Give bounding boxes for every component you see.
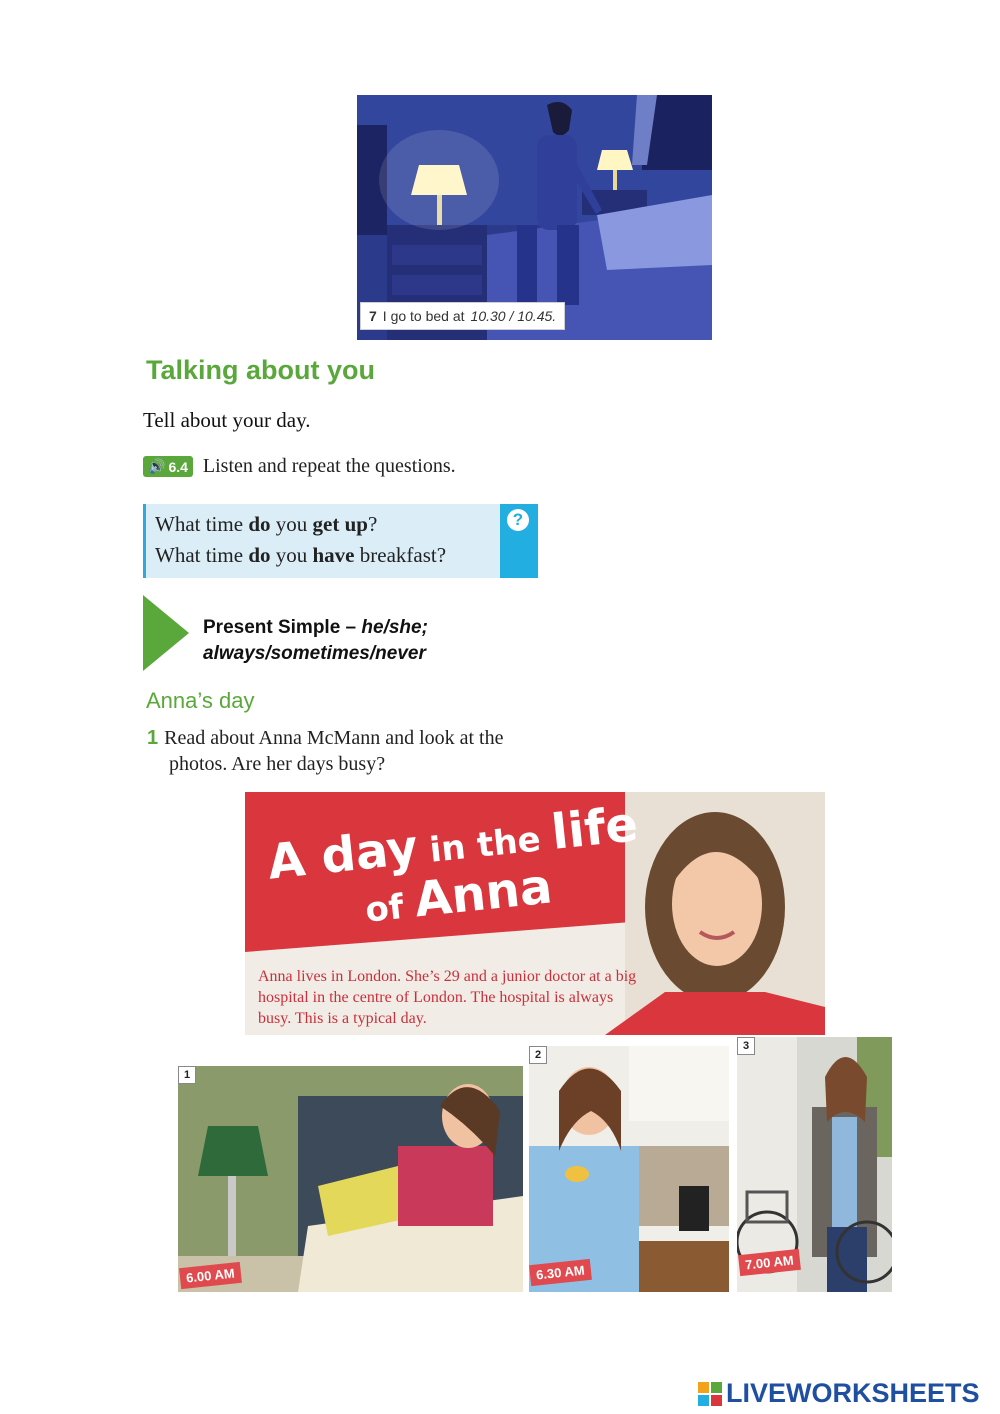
q1-bold: do bbox=[248, 512, 271, 536]
banner-intro-text: Anna lives in London. She’s 29 and a junior doctor at a big hospital in the centre of London. The hospital is always busy. This is a typical day. bbox=[258, 968, 637, 1027]
q2-bold: have bbox=[312, 543, 355, 567]
caption-number: 7 bbox=[369, 308, 377, 324]
photo-2-time: 6.30 AM bbox=[529, 1259, 592, 1286]
audio-row bbox=[143, 455, 456, 478]
photo-3-time: 7.00 AM bbox=[738, 1249, 801, 1276]
liveworksheets-logo[interactable] bbox=[698, 1378, 980, 1409]
q1-part: you bbox=[270, 512, 313, 536]
question-line-2 bbox=[155, 543, 446, 568]
q2-bold: do bbox=[248, 543, 271, 567]
audio-track-number: 6.4 bbox=[168, 458, 188, 475]
q1-part: What time bbox=[155, 512, 249, 536]
grammar-arrow-icon bbox=[143, 595, 189, 676]
exercise-line-2: photos. Are her days busy? bbox=[169, 753, 386, 775]
grammar-title: Present Simple – bbox=[203, 617, 362, 638]
audio-instruction: Listen and repeat the questions. bbox=[202, 455, 456, 477]
q2-part: breakfast? bbox=[354, 543, 447, 567]
photo-2 bbox=[529, 1046, 729, 1292]
exercise-number: 1 bbox=[147, 727, 159, 749]
banner-title-part: of bbox=[363, 885, 418, 931]
liveworksheets-icon bbox=[698, 1382, 722, 1406]
liveworksheets-brand: LIVEWORKSHEETS bbox=[726, 1378, 980, 1408]
q1-part: ? bbox=[367, 512, 378, 536]
photo-2-number: 2 bbox=[529, 1046, 547, 1064]
banner-title-part: Anna bbox=[411, 858, 555, 929]
banner-title-part: in the bbox=[415, 818, 555, 872]
exercise-1 bbox=[147, 725, 567, 777]
q1-bold: get up bbox=[312, 512, 368, 536]
photo-1-number: 1 bbox=[178, 1066, 196, 1084]
grammar-title-italic: he/she; bbox=[361, 617, 428, 638]
banner-title-part: A day bbox=[265, 819, 421, 891]
grammar-reference bbox=[203, 615, 428, 667]
photo-3-number: 3 bbox=[737, 1037, 755, 1055]
audio-track-button[interactable] bbox=[143, 456, 193, 477]
instruction-text: Tell about your day. bbox=[143, 408, 311, 432]
photo-1 bbox=[178, 1066, 523, 1292]
grammar-adverbs: always/sometimes/never bbox=[203, 643, 426, 664]
question-line-1 bbox=[155, 512, 377, 537]
caption-times: 10.30 / 10.45. bbox=[470, 308, 557, 324]
photo-1-time: 6.00 AM bbox=[179, 1262, 242, 1289]
q2-part: you bbox=[270, 543, 313, 567]
speaker-icon: 🔊 bbox=[148, 458, 166, 474]
caption-text: I go to bed at bbox=[382, 308, 465, 324]
illustration-caption bbox=[360, 302, 565, 330]
banner-title-part: life bbox=[548, 796, 641, 861]
q2-part: What time bbox=[155, 543, 249, 567]
subsection-title: Anna’s day bbox=[146, 688, 255, 713]
question-mark-icon: ? bbox=[507, 509, 529, 531]
exercise-line-1: Read about Anna McMann and look at the bbox=[164, 727, 504, 749]
section-title: Talking about you bbox=[146, 355, 375, 385]
